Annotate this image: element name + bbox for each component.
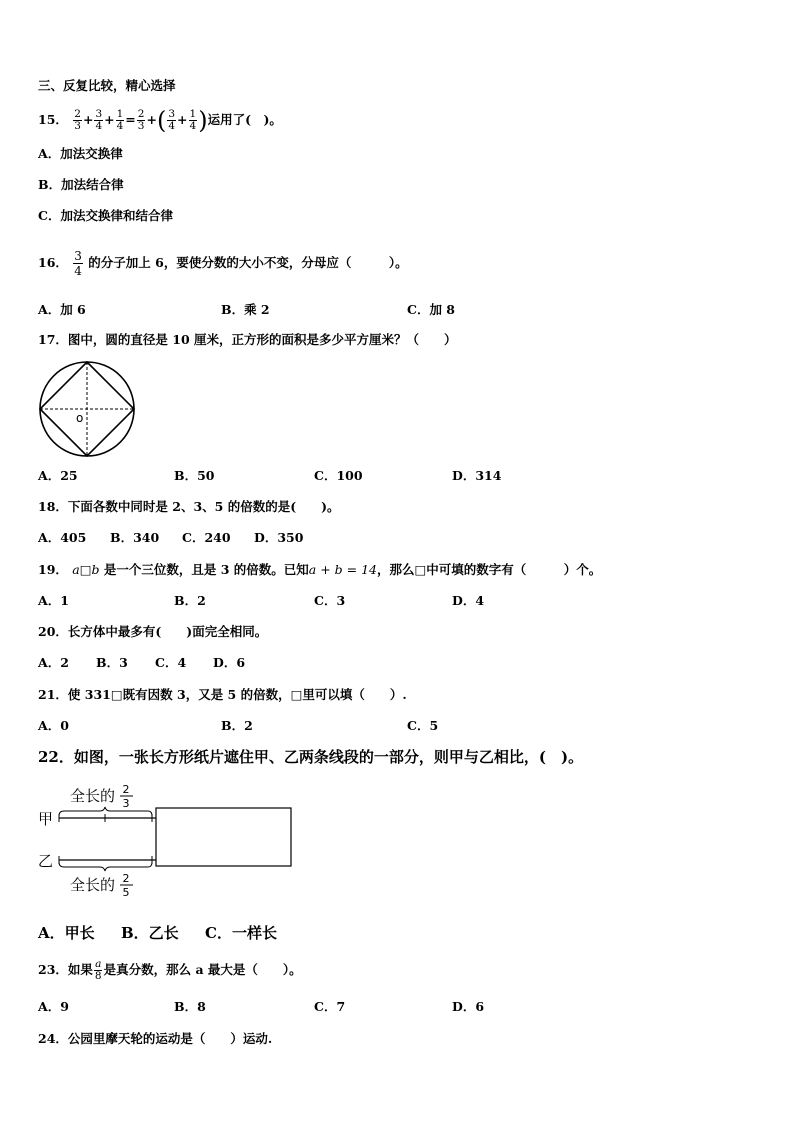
question-number: 23．如果 [38, 962, 93, 977]
bottom-fraction-num: 2 [122, 872, 130, 885]
option-c: C．240 [182, 530, 231, 545]
section-title: 三、反复比较，精心选择 [38, 78, 176, 93]
option-a: A．加 6 [38, 302, 86, 317]
option-c: C．一样长 [205, 924, 277, 942]
fraction: $\frac{2}{3}$ [74, 108, 81, 132]
fraction: $\frac{1}{4}$ [116, 108, 124, 132]
question-20: 20．长方体中最多有( )面完全相同。 [38, 624, 268, 639]
question-19: 19． a□b 是一个三位数，且是 3 的倍数。已知a + b = 14，那么□中可填的数字有（ ）个。 [38, 562, 602, 577]
option-c: C．3 [314, 593, 346, 608]
fraction: $\frac{3}{4}$ [95, 108, 103, 132]
option-b: B．2 [221, 718, 253, 733]
option-c: C．4 [155, 655, 187, 670]
option-d: D．6 [452, 999, 485, 1014]
option-a: A．加法交换律 [38, 146, 123, 161]
bottom-fraction-den: 5 [122, 886, 130, 899]
center-label: o [76, 411, 84, 425]
question-17: 17．图中，圆的直径是 10 厘米，正方形的面积是多少平方厘米？（ ） [38, 332, 457, 347]
option-b: B．50 [174, 468, 215, 483]
question-18: 18．下面各数中同时是 2、3、5 的倍数的是( )。 [38, 499, 340, 514]
option-b: B．340 [110, 530, 160, 545]
option-d: D．4 [452, 593, 485, 608]
option-a: A．25 [38, 468, 78, 483]
math-expression: a + b = 14 [308, 562, 377, 577]
option-b: B．3 [96, 655, 128, 670]
option-d: D．350 [254, 530, 304, 545]
question-22: 22．如图，一张长方形纸片遮住甲、乙两条线段的一部分，则甲与乙相比，( )。 [38, 748, 584, 766]
fraction: $\frac{3}{4}$ [74, 249, 82, 278]
question-15: 15． $\frac{2}{3}$ + $\frac{3}{4}$ + $\frac{1}{4}$ = $\frac{2}{3}$ +( $\frac{3}{4}$ + $\frac{1}{4}$ )运用了( )。 [38, 106, 282, 135]
question-24: 24．公园里摩天轮的运动是（ ）运动. [38, 1031, 273, 1046]
option-b: B．乘 2 [221, 302, 270, 317]
option-c: C．7 [314, 999, 346, 1014]
math-expression: a□b [72, 562, 100, 577]
option-c: C．加法交换律和结合律 [38, 208, 173, 223]
question-text: 是真分数，那么 a 最大是（ ）。 [103, 962, 302, 977]
question-23 [38, 955, 302, 985]
option-c: C．5 [407, 718, 439, 733]
fraction: $\frac{a}{8}$ [94, 958, 102, 982]
option-b: B．8 [174, 999, 206, 1014]
question-16 [38, 244, 408, 282]
fraction: $\frac{2}{3}$ [137, 108, 145, 132]
option-a: A．9 [38, 999, 69, 1014]
option-a: A．0 [38, 718, 69, 733]
question-number: 19． [38, 562, 68, 577]
question-text: 运用了( )。 [207, 112, 282, 127]
option-a: A．甲长 [38, 924, 95, 942]
label-jia: 甲 [38, 810, 54, 828]
option-d: D．6 [213, 655, 246, 670]
circle-square-figure [38, 360, 138, 460]
option-a: A．405 [38, 530, 87, 545]
option-b: B．加法结合律 [38, 177, 124, 192]
option-c: C．加 8 [407, 302, 455, 317]
question-text: 的分子加上 6，要使分数的大小不变，分母应（ ）。 [88, 255, 408, 270]
option-c: C．100 [314, 468, 363, 483]
segment-figure [38, 780, 298, 900]
question-number: 15． [38, 112, 68, 127]
option-a: A．2 [38, 655, 69, 670]
option-d: D．314 [452, 468, 502, 483]
option-a: A．1 [38, 593, 69, 608]
option-b: B．2 [174, 593, 206, 608]
top-fraction-den: 3 [122, 797, 130, 810]
bottom-label: 全长的 [70, 876, 116, 894]
fraction: $\frac{3}{4}$ [168, 108, 176, 132]
fraction: $\frac{1}{4}$ [189, 108, 197, 132]
option-b: B．乙长 [121, 924, 179, 942]
top-fraction-num: 2 [122, 783, 130, 796]
label-yi: 乙 [38, 852, 54, 870]
question-number: 16． [38, 255, 68, 270]
top-label: 全长的 [70, 787, 116, 805]
question-21: 21．使 331□既有因数 3，又是 5 的倍数，□里可以填（ ）. [38, 687, 407, 702]
